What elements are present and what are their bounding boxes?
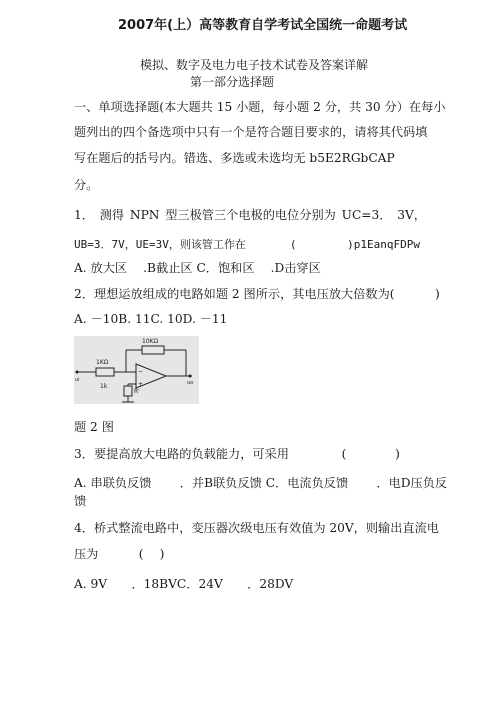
question-4-options: A. 9V ．18BVC．24V ．28DV	[74, 577, 294, 591]
section-heading: 第一部分选择题	[190, 75, 275, 89]
q1-part: 测得	[99, 208, 125, 222]
r-prime-label: R'	[134, 388, 140, 395]
paper-subtitle: 模拟、数字及电力电子技术试卷及答案详解	[140, 58, 369, 72]
question-1-line-2: UB=3．7V，UE=3V，则该管工作在 ( )p1EanqFDPw	[74, 238, 420, 251]
q1-part: NPN	[129, 208, 160, 222]
question-3-text: 3．要提高放大电路的负载能力，可采用 ( )	[74, 447, 400, 461]
instructions-line-3: 写在题后的括号内。错选、多选或未选均无 b5E2RGbCAP	[74, 151, 395, 165]
question-4-text-1: 4．桥式整流电路中，变压器次级电压有效值为 20V，则输出直流电	[74, 521, 439, 535]
question-2-text: 2．理想运放组成的电路如题 2 图所示，其电压放大倍数为( )	[74, 287, 440, 301]
output-voltage-label: uo	[187, 380, 194, 386]
input-resistor-label: 1KΩ	[96, 359, 109, 366]
q1-part: UC=3．	[341, 208, 392, 222]
question-4-text-2: 压为 ( )	[74, 547, 165, 561]
exam-title: 2007年(上）高等教育自学考试全国统一命题考试	[118, 18, 408, 33]
circuit-figure	[74, 336, 199, 404]
q1-part: 3V，	[397, 208, 426, 222]
bias-resistor-label: 1k	[100, 383, 108, 390]
question-1-line-1	[74, 208, 426, 223]
question-1-options: A. 放大区 .B截止区 C．饱和区 .D击穿区	[74, 261, 321, 275]
q1-part: 型三极管三个电极的电位分别为	[165, 208, 336, 222]
svg-text:+: +	[138, 381, 144, 388]
svg-text:−: −	[138, 368, 144, 375]
figure-caption: 题 2 图	[74, 420, 114, 434]
question-3-options: A. 串联负反馈 ．并B联负反馈 C．电流负反馈 ．电D压负反	[74, 476, 448, 490]
instructions-line-4: 分。	[74, 178, 99, 192]
q1-part: 1．	[74, 208, 94, 222]
op-amp-circuit-diagram	[74, 336, 199, 404]
instructions-line-1: 一、单项选择题(本大题共 15 小题，每小题 2 分，共 30 分）在每小	[74, 100, 446, 114]
feedback-resistor-label: 10KΩ	[142, 338, 159, 345]
question-3-options-cont: 馈	[74, 494, 87, 508]
input-voltage-label: ui	[75, 377, 80, 383]
question-2-options: A. －10B. 11C. 10D. －11	[74, 312, 228, 326]
instructions-line-2: 题列出的四个备选项中只有一个是符合题目要求的，请将其代码填	[74, 125, 428, 139]
